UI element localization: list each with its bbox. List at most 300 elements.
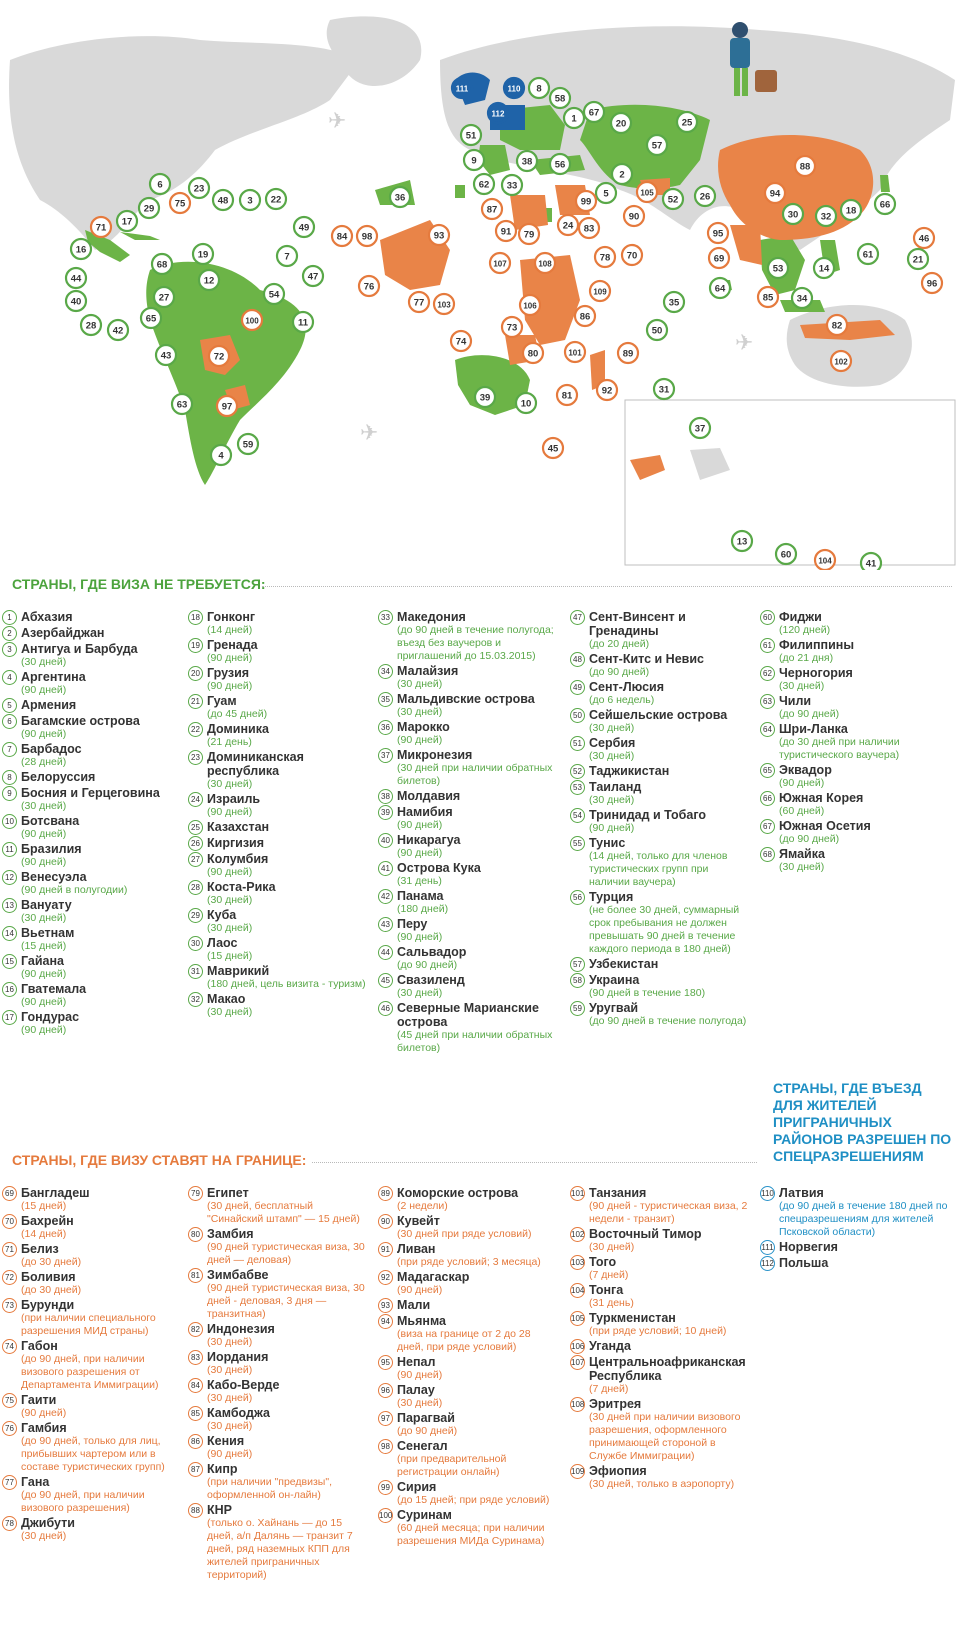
number-badge: 87 <box>188 1462 203 1477</box>
map-marker <box>677 112 697 132</box>
list-item <box>188 1322 366 1349</box>
visa-border-column-2 <box>188 1186 366 1583</box>
country-note: (90 дней) <box>207 652 253 664</box>
list-item <box>760 763 955 790</box>
country-note: (120 дней) <box>779 624 831 636</box>
map-marker <box>71 239 91 259</box>
list-item <box>2 814 180 841</box>
marker-number: 60 <box>780 549 792 561</box>
list-item <box>570 1001 748 1028</box>
map-marker <box>596 183 616 203</box>
country-name: Азербайджан <box>21 626 105 640</box>
map-marker <box>170 193 190 213</box>
number-badge: 1 <box>2 610 17 625</box>
number-badge: 73 <box>2 1298 17 1313</box>
entry-text <box>589 708 748 735</box>
country-note: (90 дней) <box>397 931 443 943</box>
marker-number: 101 <box>568 348 582 358</box>
country-note: (30 дней) <box>589 722 635 734</box>
map-marker <box>765 183 785 203</box>
number-badge: 6 <box>2 714 17 729</box>
entry-text <box>21 642 180 669</box>
country-note: (15 дней) <box>207 950 253 962</box>
entry-text <box>21 610 180 624</box>
country-name: Джибути <box>21 1516 75 1530</box>
entry-text <box>207 1227 366 1267</box>
entry-text <box>207 852 366 879</box>
entry-text <box>397 1480 556 1507</box>
map-marker <box>141 308 161 328</box>
region-tunisia <box>455 185 465 198</box>
entry-text <box>21 814 180 841</box>
country-note: (при ряде условий; 10 дней) <box>589 1325 727 1337</box>
country-name: Иордания <box>207 1350 269 1364</box>
visa-free-column-3 <box>378 610 556 1056</box>
number-badge: 106 <box>570 1339 585 1354</box>
map-marker <box>590 281 610 301</box>
country-name: Мальдивские острова <box>397 692 535 706</box>
country-name: Узбекистан <box>589 957 659 971</box>
map-marker <box>409 292 429 312</box>
marker-number: 96 <box>926 278 938 290</box>
entry-text <box>207 1462 366 1502</box>
region-myanmar-bangladesh <box>730 225 762 265</box>
country-name: Намибия <box>397 805 453 819</box>
entry-text <box>397 805 556 832</box>
country-note: (15 дней) <box>21 940 67 952</box>
entry-text <box>207 1406 366 1433</box>
entry-text <box>589 973 748 1000</box>
entry-text <box>589 736 748 763</box>
country-name: Танзания <box>589 1186 647 1200</box>
number-badge: 12 <box>2 870 17 885</box>
number-badge: 86 <box>188 1434 203 1449</box>
country-name: Бурунди <box>21 1298 75 1312</box>
marker-number: 100 <box>245 316 259 326</box>
country-note: (до 21 дня) <box>779 652 834 664</box>
country-note: (15 дней) <box>21 1200 67 1212</box>
marker-number: 65 <box>145 313 157 325</box>
number-badge: 21 <box>188 694 203 709</box>
entry-text <box>589 652 748 679</box>
marker-number: 19 <box>197 249 209 261</box>
country-note: (30 дней, только в аэропорту) <box>589 1478 735 1490</box>
map-marker <box>390 187 410 207</box>
country-note: (до 20 дней) <box>589 638 650 650</box>
number-badge: 55 <box>570 836 585 851</box>
map-marker <box>914 228 934 248</box>
country-note: (90 дней) <box>779 777 825 789</box>
country-note: (45 дней при наличии обратных билетов) <box>397 1029 553 1054</box>
list-item <box>2 670 180 697</box>
map-marker <box>475 387 495 407</box>
world-map <box>0 0 960 570</box>
number-badge: 51 <box>570 736 585 751</box>
country-note: (30 дней) <box>589 794 635 806</box>
map-marker <box>523 343 543 363</box>
marker-number: 98 <box>361 231 373 243</box>
country-name: Замбия <box>207 1227 254 1241</box>
map-marker <box>238 434 258 454</box>
marker-number: 106 <box>523 301 537 311</box>
country-name: Южная Осетия <box>779 819 871 833</box>
number-badge: 44 <box>378 945 393 960</box>
number-badge: 17 <box>2 1010 17 1025</box>
marker-number: 50 <box>651 325 663 337</box>
entry-text <box>207 820 366 834</box>
list-item <box>2 786 180 813</box>
country-name: Шри-Ланка <box>779 722 848 736</box>
number-badge: 108 <box>570 1397 585 1412</box>
number-badge: 107 <box>570 1355 585 1370</box>
list-item <box>570 808 748 835</box>
country-name: Доминиканская республика <box>207 750 304 778</box>
marker-number: 54 <box>268 289 280 301</box>
map-marker <box>189 178 209 198</box>
country-note: (90 дней) <box>21 828 67 840</box>
map-marker <box>558 215 578 235</box>
marker-number: 56 <box>554 159 566 171</box>
marker-number: 13 <box>736 536 748 548</box>
entry-text <box>779 1240 955 1254</box>
number-badge: 7 <box>2 742 17 757</box>
entry-text <box>21 626 180 640</box>
country-name: Гватемала <box>21 982 87 996</box>
marker-number: 62 <box>478 179 490 191</box>
visa-free-column-2 <box>188 610 366 1020</box>
list-item <box>570 890 748 956</box>
country-name: Бахрейн <box>21 1214 74 1228</box>
country-name: Мадагаскар <box>397 1270 470 1284</box>
number-badge: 90 <box>378 1214 393 1229</box>
number-badge: 102 <box>570 1227 585 1242</box>
entry-text <box>589 1283 748 1310</box>
number-badge: 56 <box>570 890 585 905</box>
marker-number: 85 <box>762 292 774 304</box>
number-badge: 4 <box>2 670 17 685</box>
marker-number: 97 <box>221 401 233 413</box>
list-item <box>378 1411 556 1438</box>
marker-number: 74 <box>455 336 467 348</box>
country-note: (до 30 дней при наличии туристического ваучера) <box>779 736 900 761</box>
map-marker <box>576 191 596 211</box>
country-note: (90 дней) <box>397 819 443 831</box>
country-note: (2 недели) <box>397 1200 448 1212</box>
list-item <box>760 791 955 818</box>
marker-number: 73 <box>506 322 518 334</box>
map-marker <box>814 258 834 278</box>
entry-text <box>397 861 556 888</box>
marker-number: 21 <box>912 254 924 266</box>
entry-text <box>21 954 180 981</box>
number-badge: 71 <box>2 1242 17 1257</box>
map-marker <box>535 253 555 273</box>
plane-icon: ✈ <box>735 331 754 356</box>
map-marker <box>776 544 796 564</box>
country-note: (30 дней) <box>589 1241 635 1253</box>
list-item <box>188 750 366 791</box>
map-marker <box>612 164 632 184</box>
region-caribbean <box>120 232 160 240</box>
number-badge: 41 <box>378 861 393 876</box>
number-badge: 33 <box>378 610 393 625</box>
map-marker <box>611 113 631 133</box>
number-badge: 59 <box>570 1001 585 1016</box>
entry-text <box>207 792 366 819</box>
entry-text <box>589 1311 748 1338</box>
country-note: (30 дней) <box>207 922 253 934</box>
map-marker <box>209 346 229 366</box>
country-name: Макао <box>207 992 246 1006</box>
marker-number: 2 <box>619 169 625 181</box>
country-name: Тонга <box>589 1283 624 1297</box>
country-name: Парагвай <box>397 1411 455 1425</box>
number-badge: 3 <box>2 642 17 657</box>
country-name: Никарагуа <box>397 833 461 847</box>
list-item <box>188 964 366 991</box>
list-item <box>188 836 366 851</box>
number-badge: 72 <box>2 1270 17 1285</box>
map-marker <box>647 135 667 155</box>
country-name: Украина <box>589 973 640 987</box>
number-badge: 28 <box>188 880 203 895</box>
number-badge: 37 <box>378 748 393 763</box>
list-item <box>378 1186 556 1213</box>
entry-text <box>207 836 366 850</box>
map-marker <box>624 206 644 226</box>
marker-number: 88 <box>799 161 811 173</box>
list-item <box>2 926 180 953</box>
entry-text <box>779 763 955 790</box>
number-badge: 10 <box>2 814 17 829</box>
list-item <box>2 770 180 785</box>
list-item <box>188 792 366 819</box>
entry-text <box>207 638 366 665</box>
marker-number: 61 <box>862 249 874 261</box>
number-badge: 61 <box>760 638 775 653</box>
number-badge: 91 <box>378 1242 393 1257</box>
list-item <box>2 1186 180 1213</box>
list-item <box>2 1475 180 1515</box>
country-name: Гуам <box>207 694 237 708</box>
number-badge: 49 <box>570 680 585 695</box>
list-item <box>760 610 955 637</box>
country-note: (90 дней) <box>21 684 67 696</box>
visa-border-column-3 <box>378 1186 556 1549</box>
marker-number: 43 <box>160 350 172 362</box>
country-note: (14 дней) <box>207 624 253 636</box>
country-name: Гондурас <box>21 1010 80 1024</box>
marker-number: 38 <box>521 156 533 168</box>
country-note: (90 дней - туристическая виза, 2 недели - транзит) <box>589 1200 748 1225</box>
entry-text <box>589 1186 748 1226</box>
map-marker <box>150 174 170 194</box>
country-note: (90 дней) <box>397 1369 443 1381</box>
country-note: (30 дней) <box>207 1364 253 1376</box>
country-note: (30 дней при ряде условий) <box>397 1228 532 1240</box>
marker-number: 48 <box>217 195 229 207</box>
entry-text <box>589 1339 748 1353</box>
map-marker <box>519 224 539 244</box>
marker-number: 103 <box>437 300 451 310</box>
map-marker <box>708 223 728 243</box>
list-item <box>2 1339 180 1392</box>
list-item <box>188 880 366 907</box>
entry-text <box>207 1322 366 1349</box>
list-item <box>570 836 748 889</box>
map-marker <box>543 438 563 458</box>
entry-text <box>207 1378 366 1405</box>
visa-border-divider <box>312 1162 757 1163</box>
marker-number: 111 <box>455 84 469 94</box>
marker-number: 58 <box>554 93 566 105</box>
entry-text <box>207 1503 366 1582</box>
map-marker <box>690 418 710 438</box>
list-item <box>2 842 180 869</box>
list-item <box>378 973 556 1000</box>
map-marker <box>359 276 379 296</box>
number-badge: 43 <box>378 917 393 932</box>
marker-number: 80 <box>527 348 539 360</box>
marker-number: 36 <box>394 192 406 204</box>
marker-number: 12 <box>203 275 215 287</box>
country-note: (30 дней) <box>21 800 67 812</box>
number-badge: 2 <box>2 626 17 641</box>
country-name: Абхазия <box>21 610 73 624</box>
number-badge: 65 <box>760 763 775 778</box>
map-marker <box>152 254 172 274</box>
country-name: Сейшельские острова <box>589 708 728 722</box>
entry-text <box>589 680 748 707</box>
country-name: Доминика <box>207 722 269 736</box>
country-note: (30 дней) <box>207 1006 253 1018</box>
country-name: Восточный Тимор <box>589 1227 702 1241</box>
country-name: Северные Марианские острова <box>397 1001 539 1029</box>
list-item <box>2 610 180 625</box>
marker-number: 18 <box>845 205 857 217</box>
country-note: (до 90 дней в течение 180 дней по спецразрешениям для жителей Псковской области) <box>779 1200 948 1238</box>
marker-number: 40 <box>70 296 82 308</box>
number-badge: 22 <box>188 722 203 737</box>
marker-number: 110 <box>507 84 521 94</box>
list-item <box>378 1270 556 1297</box>
entry-text <box>397 1383 556 1410</box>
country-note: (90 дней) <box>207 806 253 818</box>
list-item <box>570 652 748 679</box>
list-item <box>2 1270 180 1297</box>
country-name: Коморские острова <box>397 1186 519 1200</box>
map-marker <box>520 295 540 315</box>
number-badge: 31 <box>188 964 203 979</box>
marker-number: 30 <box>787 209 799 221</box>
list-item <box>570 973 748 1000</box>
list-item <box>378 1439 556 1479</box>
visa-border-heading: СТРАНЫ, ГДЕ ВИЗУ СТАВЯТ НА ГРАНИЦЕ: <box>12 1152 307 1168</box>
country-name: Марокко <box>397 720 450 734</box>
entry-text <box>207 936 366 963</box>
marker-number: 6 <box>157 179 163 191</box>
visa-free-column-1 <box>2 610 180 1038</box>
number-badge: 25 <box>188 820 203 835</box>
marker-number: 25 <box>681 117 693 129</box>
marker-number: 42 <box>112 325 124 337</box>
entry-text <box>779 638 955 665</box>
list-item <box>188 1186 366 1226</box>
country-name: Мьянма <box>397 1314 446 1328</box>
list-item <box>188 908 366 935</box>
number-badge: 57 <box>570 957 585 972</box>
map-marker <box>858 244 878 264</box>
list-item <box>760 1186 955 1239</box>
country-name: Кения <box>207 1434 245 1448</box>
number-badge: 20 <box>188 666 203 681</box>
country-note: (90 дней) <box>589 822 635 834</box>
marker-number: 27 <box>158 292 170 304</box>
entry-text <box>21 870 180 897</box>
number-badge: 42 <box>378 889 393 904</box>
marker-number: 7 <box>284 251 290 263</box>
entry-text <box>589 890 748 956</box>
number-badge: 62 <box>760 666 775 681</box>
marker-number: 53 <box>772 263 784 275</box>
country-name: Египет <box>207 1186 249 1200</box>
visa-border-column-1 <box>2 1186 180 1544</box>
country-name: Македония <box>397 610 466 624</box>
marker-number: 44 <box>70 273 82 285</box>
entry-text <box>21 1516 180 1543</box>
map-marker <box>199 270 219 290</box>
country-note: (21 день) <box>207 736 252 748</box>
map-marker <box>502 317 522 337</box>
map-marker <box>831 351 851 371</box>
country-name: Сальвадор <box>397 945 467 959</box>
country-name: Боливия <box>21 1270 76 1284</box>
map-marker <box>922 273 942 293</box>
marker-number: 24 <box>562 220 574 232</box>
list-item <box>378 833 556 860</box>
list-item <box>570 1355 748 1396</box>
country-name: Южная Корея <box>779 791 864 805</box>
country-name: Белоруссия <box>21 770 96 784</box>
country-name: Турция <box>589 890 634 904</box>
entry-text <box>589 1001 748 1028</box>
marker-number: 39 <box>479 392 491 404</box>
marker-number: 77 <box>413 297 425 309</box>
marker-number: 16 <box>75 244 87 256</box>
map-marker <box>663 189 683 209</box>
list-item <box>2 742 180 769</box>
country-name: Венесуэла <box>21 870 87 884</box>
list-item <box>760 819 955 846</box>
number-badge: 94 <box>378 1314 393 1329</box>
oceania-inset <box>625 400 955 565</box>
country-name: Ботсвана <box>21 814 80 828</box>
list-item <box>378 1355 556 1382</box>
map-marker <box>816 206 836 226</box>
marker-number: 91 <box>500 226 512 238</box>
country-name: Гана <box>21 1475 50 1489</box>
country-note: (30 дней) <box>207 894 253 906</box>
country-name: Камбоджа <box>207 1406 270 1420</box>
map-marker <box>461 125 481 145</box>
country-note: (при предварительной регистрации онлайн) <box>397 1453 507 1478</box>
map-marker <box>452 78 472 98</box>
entry-text <box>21 714 180 741</box>
number-badge: 69 <box>2 1186 17 1201</box>
country-name: КНР <box>207 1503 232 1517</box>
entry-text <box>779 847 955 874</box>
visa-border-column-4 <box>570 1186 748 1492</box>
